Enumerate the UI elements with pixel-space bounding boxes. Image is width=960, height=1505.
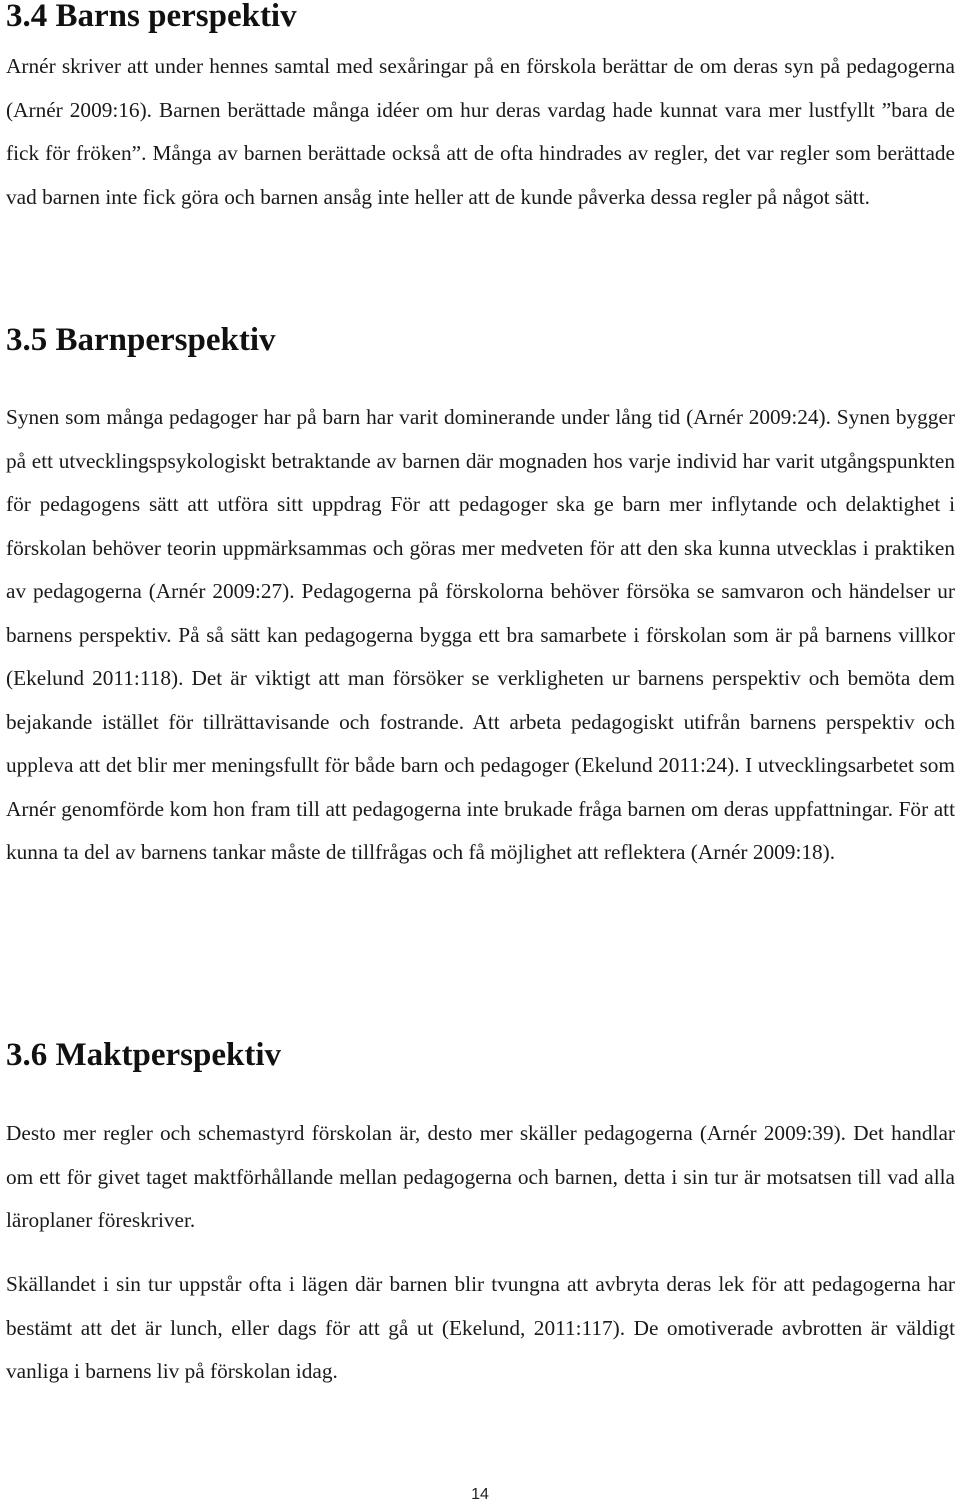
section-heading-maktperspektiv: 3.6 Maktperspektiv [6,1037,281,1073]
paragraph-barns-perspektiv: Arnér skriver att under hennes samtal med sexåringar på en förskola berättar de om deras syn på pedagogerna (Arnér 2009:16). Barnen berättade många idéer om hur deras vardag hade kunnat vara mer lustfyllt ”bara de fick för fröken”. Många av barnen berättade också att de ofta hindrades av regler, det var regler som berättade vad barnen inte fick göra och barnen ansåg inte heller att de kunde påverka dessa regler på något sätt. [6,54,955,209]
paragraph-maktperspektiv-2: Skällandet i sin tur uppstår ofta i lägen där barnen blir tvungna att avbryta deras lek för att pedagogerna har bestämt att det är lunch, eller dags för att gå ut (Ekelund, 2011:117). De omotiverade avbrotten är väldigt vanliga i barnens liv på förskolan idag. [6,1272,955,1383]
paragraph-maktperspektiv-1: Desto mer regler och schemastyrd förskolan är, desto mer skäller pedagogerna (Arnér 2009:39). Det handlar om ett för givet taget maktförhållande mellan pedagogerna och barnen, detta i sin tur är motsatsen till vad alla läroplaner föreskriver. [6,1121,955,1232]
section-heading-barns-perspektiv: 3.4 Barns perspektiv [6,0,297,34]
section-heading-barnperspektiv: 3.5 Barnperspektiv [6,322,276,358]
paragraph-barnperspektiv: Synen som många pedagoger har på barn har varit dominerande under lång tid (Arnér 2009:24). Synen bygger på ett utvecklingspsykologiskt betraktande av barnen där mognaden hos varje individ har varit utgångspunkten för pedagogens sätt att utföra sitt uppdrag För att pedagoger ska ge barn mer inflytande och delaktighet i förskolan behöver teorin uppmärksammas och göras mer medveten för att den ska kunna utvecklas i praktiken av pedagogerna (Arnér 2009:27). Pedagogerna på förskolorna behöver försöka se samvaron och händelser ur barnens perspektiv. På så sätt kan pedagogerna bygga ett bra samarbete i förskolan som är på barnens villkor (Ekelund 2011:118). Det är viktigt att man försöker se verkligheten ur barnens perspektiv och bemöta dem bejakande istället för tillrättavisande och fostrande. Att arbeta pedagogiskt utifrån barnens perspektiv och uppleva att det blir mer meningsfullt för både barn och pedagoger (Ekelund 2011:24). I utvecklingsarbetet som Arnér genomförde kom hon fram till att pedagogerna inte brukade fråga barnen om deras uppfattningar. För att kunna ta del av barnens tankar måste de tillfrågas och få möjlighet att reflektera (Arnér 2009:18). [6,405,955,864]
page-number: 14 [471,1486,489,1503]
